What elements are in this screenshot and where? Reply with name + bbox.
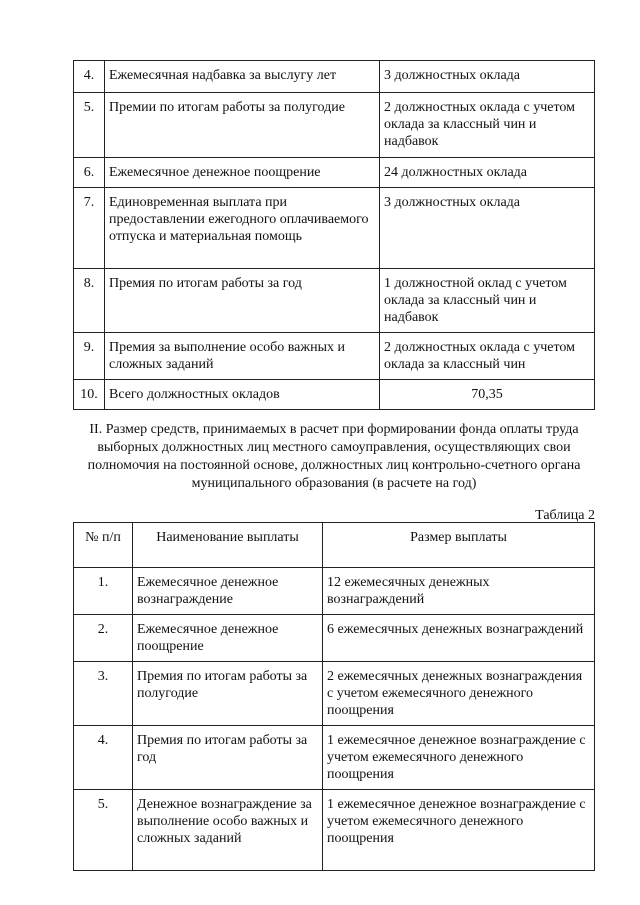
payment-value: 1 ежемесячное денежное вознаграждение с учетом ежемесячного денежного поощрения (323, 726, 595, 790)
row-number: 1. (74, 568, 133, 615)
table-caption: Таблица 2 (535, 508, 595, 523)
table-row (74, 61, 595, 93)
payment-name: Ежемесячное денежное вознаграждение (133, 568, 323, 615)
header-name: Наименование выплаты (133, 523, 323, 568)
row-number: 9. (74, 333, 105, 380)
row-number: 6. (74, 158, 105, 188)
payment-value: 3 должностных оклада (380, 188, 595, 269)
payments-table-2 (73, 522, 595, 871)
table-row (74, 188, 595, 269)
payment-value: 3 должностных оклада (380, 61, 595, 93)
payment-name: Ежемесячное денежное поощрение (105, 158, 380, 188)
payment-name: Денежное вознаграждение за выполнение особо важных и сложных заданий (133, 790, 323, 871)
payment-name: Премия по итогам работы за год (133, 726, 323, 790)
payment-value: 2 должностных оклада с учетом оклада за классный чин и надбавок (380, 93, 595, 158)
payment-name: Премия по итогам работы за полугодие (133, 662, 323, 726)
table-row (74, 333, 595, 380)
payment-name: Премия по итогам работы за год (105, 269, 380, 333)
row-number: 7. (74, 188, 105, 269)
row-number: 5. (74, 93, 105, 158)
row-number: 2. (74, 615, 133, 662)
table-header-row (74, 523, 595, 568)
row-number: 4. (74, 61, 105, 93)
table-row (74, 93, 595, 158)
section-title: II. Размер средств, принимаемых в расчет при формировании фонда оплаты труда выборных должностных лиц местного самоуправления, осуществляющих свои полномочия на постоянной основе, должностных лиц контрольно-счетного органа муниципального образования (в расчете на год) (87, 422, 581, 491)
payment-value: 6 ежемесячных денежных вознаграждений (323, 615, 595, 662)
table-row (74, 790, 595, 871)
payment-name: Премии по итогам работы за полугодие (105, 93, 380, 158)
table-row (74, 662, 595, 726)
header-value: Размер выплаты (323, 523, 595, 568)
row-number: 10. (74, 380, 105, 410)
row-number: 4. (74, 726, 133, 790)
payment-value: 12 ежемесячных денежных вознаграждений (323, 568, 595, 615)
header-number: № п/п (74, 523, 133, 568)
table-row (74, 726, 595, 790)
payment-name: Единовременная выплата при предоставлении ежегодного оплачиваемого отпуска и материальная помощь (105, 188, 380, 269)
table-row (74, 158, 595, 188)
table-row (74, 615, 595, 662)
total-value: 70,35 (380, 380, 595, 410)
payment-name: Ежемесячное денежное поощрение (133, 615, 323, 662)
row-number: 5. (74, 790, 133, 871)
payment-value: 2 должностных оклада с учетом оклада за классный чин (380, 333, 595, 380)
table-row (74, 568, 595, 615)
payment-value: 24 должностных оклада (380, 158, 595, 188)
table-row-total (74, 380, 595, 410)
payment-value: 1 ежемесячное денежное вознаграждение с учетом ежемесячного денежного поощрения (323, 790, 595, 871)
row-number: 8. (74, 269, 105, 333)
payment-name: Премия за выполнение особо важных и сложных заданий (105, 333, 380, 380)
payment-value: 2 ежемесячных денежных вознаграждения с учетом ежемесячного денежного поощрения (323, 662, 595, 726)
row-number: 3. (74, 662, 133, 726)
payment-value: 1 должностной оклад с учетом оклада за классный чин и надбавок (380, 269, 595, 333)
payment-name: Всего должностных окладов (105, 380, 380, 410)
payment-name: Ежемесячная надбавка за выслугу лет (105, 61, 380, 93)
payments-table-1 (73, 60, 595, 410)
table-row (74, 269, 595, 333)
